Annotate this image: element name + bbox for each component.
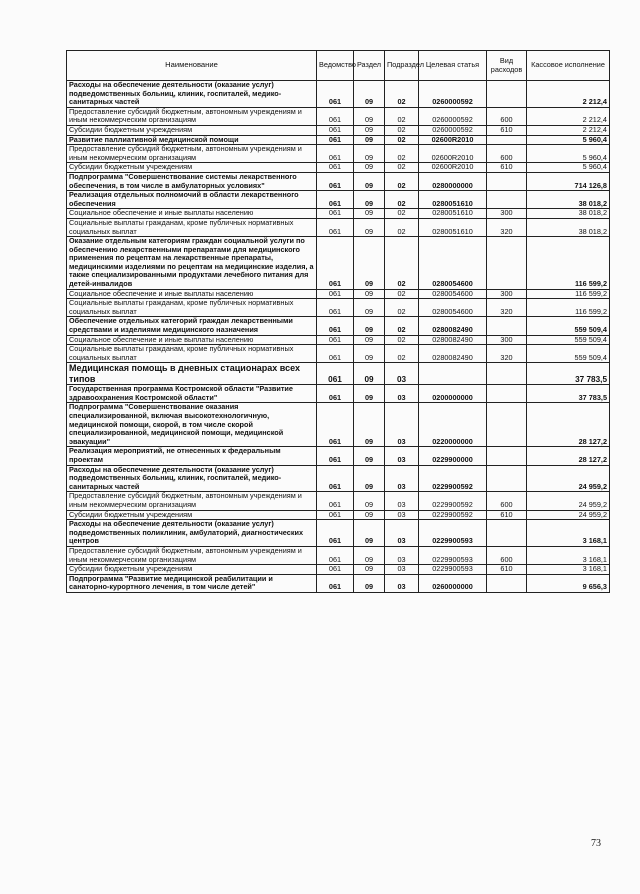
cell-section: 09 [354,520,385,547]
table-row [67,218,610,236]
cell-dept: 061 [317,163,354,173]
cell-amount: 559 509,4 [527,317,610,335]
cell-name: Подпрограмма "Совершенствование системы лекарственного обеспечения, в том числе в амбулаторных условиях" [67,172,317,190]
cell-expense-type: 600 [487,107,527,125]
cell-name: Расходы на обеспечение деятельности (оказание услуг) подведомственных поликлиник, амбулаторий, диагностических центров [67,520,317,547]
cell-dept: 061 [317,546,354,564]
cell-section: 09 [354,107,385,125]
cell-subsection: 03 [385,447,419,465]
cell-subsection: 02 [385,317,419,335]
cell-dept: 061 [317,363,354,385]
cell-amount: 3 168,1 [527,546,610,564]
cell-section: 09 [354,447,385,465]
table-row [67,209,610,219]
cell-expense-type: 610 [487,163,527,173]
cell-amount: 28 127,2 [527,447,610,465]
cell-subsection: 03 [385,565,419,575]
cell-subsection: 02 [385,299,419,317]
cell-target: 0229900592 [419,510,487,520]
cell-name: Подпрограмма "Развитие медицинской реабилитации и санаторно-курортного лечения, в том числе детей" [67,574,317,592]
cell-expense-type [487,465,527,492]
cell-expense-type [487,403,527,447]
cell-dept: 061 [317,520,354,547]
cell-amount: 559 509,4 [527,335,610,345]
cell-target: 0280082490 [419,317,487,335]
cell-target: 0200000000 [419,385,487,403]
cell-section: 09 [354,403,385,447]
cell-subsection: 02 [385,107,419,125]
cell-target: 0229900000 [419,447,487,465]
cell-name: Расходы на обеспечение деятельности (оказание услуг) подведомственных больниц, клиник, госпиталей, медико-санитарных частей [67,81,317,108]
cell-target: 0280054600 [419,289,487,299]
cell-expense-type: 600 [487,546,527,564]
cell-section: 09 [354,135,385,145]
cell-name: Субсидии бюджетным учреждениям [67,163,317,173]
cell-amount: 38 018,2 [527,209,610,219]
cell-name: Субсидии бюджетным учреждениям [67,565,317,575]
cell-subsection: 02 [385,218,419,236]
cell-dept: 061 [317,510,354,520]
cell-target: 0280051610 [419,209,487,219]
cell-name: Социальные выплаты гражданам, кроме публичных нормативных социальных выплат [67,345,317,363]
cell-name: Предоставление субсидий бюджетным, автономным учреждениям и иным некоммерческим организациям [67,145,317,163]
cell-subsection: 02 [385,172,419,190]
cell-expense-type: 610 [487,565,527,575]
cell-amount: 116 599,2 [527,237,610,290]
table-row [67,447,610,465]
header-section: Раздел [354,51,385,81]
table-row [67,574,610,592]
cell-subsection: 02 [385,345,419,363]
cell-dept: 061 [317,237,354,290]
cell-name: Социальное обеспечение и иные выплаты населению [67,335,317,345]
cell-amount: 3 168,1 [527,565,610,575]
cell-dept: 061 [317,345,354,363]
cell-section: 09 [354,510,385,520]
cell-dept: 061 [317,335,354,345]
table-row [67,465,610,492]
cell-section: 09 [354,163,385,173]
table-row [67,363,610,385]
cell-amount: 37 783,5 [527,385,610,403]
table-row [67,81,610,108]
cell-target: 0229900592 [419,492,487,510]
cell-target: 0280054600 [419,237,487,290]
cell-target: 02600R2010 [419,163,487,173]
cell-dept: 061 [317,317,354,335]
cell-expense-type [487,81,527,108]
cell-amount: 5 960,4 [527,145,610,163]
header-row [67,51,610,81]
table-row [67,145,610,163]
cell-expense-type [487,447,527,465]
table-row [67,403,610,447]
cell-section: 09 [354,299,385,317]
cell-section: 09 [354,363,385,385]
cell-amount: 2 212,4 [527,81,610,108]
cell-expense-type [487,385,527,403]
cell-subsection: 03 [385,363,419,385]
table-row [67,546,610,564]
cell-section: 09 [354,218,385,236]
cell-name: Субсидии бюджетным учреждениям [67,125,317,135]
cell-section: 09 [354,237,385,290]
cell-subsection: 02 [385,81,419,108]
cell-target: 0229900592 [419,465,487,492]
cell-amount: 38 018,2 [527,218,610,236]
cell-expense-type: 300 [487,209,527,219]
cell-name: Развитие паллиативной медицинской помощи [67,135,317,145]
cell-target: 0280051610 [419,218,487,236]
cell-name: Государственная программа Костромской области "Развитие здравоохранения Костромской области" [67,385,317,403]
cell-target: 0280082490 [419,345,487,363]
cell-section: 09 [354,345,385,363]
cell-subsection: 03 [385,385,419,403]
cell-subsection: 02 [385,135,419,145]
cell-target: 0280082490 [419,335,487,345]
cell-section: 09 [354,465,385,492]
table-row [67,520,610,547]
cell-section: 09 [354,385,385,403]
header-target: Целевая статья [419,51,487,81]
cell-subsection: 02 [385,237,419,290]
cell-dept: 061 [317,135,354,145]
cell-amount: 24 959,2 [527,492,610,510]
cell-target: 0260000592 [419,125,487,135]
table-row [67,237,610,290]
cell-target: 02600R2010 [419,135,487,145]
cell-name: Подпрограмма "Совершенствование оказания специализированной, включая высокотехнологичную, медицинской помощи, скорой, в том числе скорой специализированной, медицинской помощи, медицинской эвакуации" [67,403,317,447]
cell-dept: 061 [317,172,354,190]
cell-dept: 061 [317,191,354,209]
cell-subsection: 03 [385,465,419,492]
cell-amount: 37 783,5 [527,363,610,385]
header-execution: Кассовое исполнение [527,51,610,81]
cell-section: 09 [354,492,385,510]
cell-amount: 5 960,4 [527,135,610,145]
cell-amount: 24 959,2 [527,465,610,492]
cell-target: 0229900593 [419,565,487,575]
cell-name: Социальное обеспечение и иные выплаты населению [67,209,317,219]
cell-section: 09 [354,574,385,592]
cell-expense-type: 300 [487,335,527,345]
cell-expense-type: 610 [487,510,527,520]
cell-name: Социальные выплаты гражданам, кроме публичных нормативных социальных выплат [67,218,317,236]
cell-section: 09 [354,81,385,108]
cell-dept: 061 [317,492,354,510]
cell-subsection: 02 [385,191,419,209]
cell-amount: 28 127,2 [527,403,610,447]
cell-section: 09 [354,289,385,299]
table-row [67,492,610,510]
header-name: Наименование [67,51,317,81]
table-row [67,125,610,135]
cell-amount: 714 126,8 [527,172,610,190]
cell-dept: 061 [317,565,354,575]
cell-subsection: 02 [385,145,419,163]
cell-subsection: 02 [385,163,419,173]
table-row [67,191,610,209]
cell-expense-type: 600 [487,492,527,510]
cell-expense-type: 320 [487,345,527,363]
header-subsection: Подраздел [385,51,419,81]
cell-dept: 061 [317,289,354,299]
page-number: 73 [591,838,601,849]
cell-expense-type: 300 [487,289,527,299]
cell-subsection: 03 [385,546,419,564]
cell-name: Социальное обеспечение и иные выплаты населению [67,289,317,299]
cell-subsection: 03 [385,520,419,547]
cell-expense-type: 610 [487,125,527,135]
cell-section: 09 [354,209,385,219]
cell-amount: 116 599,2 [527,299,610,317]
cell-section: 09 [354,317,385,335]
cell-target: 0220000000 [419,403,487,447]
cell-subsection: 02 [385,209,419,219]
header-expense-type: Вид расходов [487,51,527,81]
cell-dept: 061 [317,403,354,447]
cell-subsection: 02 [385,335,419,345]
cell-expense-type: 320 [487,299,527,317]
cell-subsection: 02 [385,125,419,135]
budget-execution-table [66,50,610,593]
cell-expense-type [487,135,527,145]
cell-dept: 061 [317,447,354,465]
cell-name: Оказание отдельным категориям граждан социальной услуги по обеспечению лекарственными препаратами для медицинского применения по рецептам на лекарственные препараты, медицинскими изделиями по рецептам на медицинские изделия, а также специализированными продуктами лечебного питания для детей-инвалидов [67,237,317,290]
cell-name: Предоставление субсидий бюджетным, автономным учреждениям и иным некоммерческим организациям [67,107,317,125]
cell-target: 0229900593 [419,546,487,564]
cell-section: 09 [354,335,385,345]
header-dept: Ведомство [317,51,354,81]
table-row [67,107,610,125]
cell-subsection: 03 [385,574,419,592]
cell-subsection: 03 [385,403,419,447]
cell-target: 02600R2010 [419,145,487,163]
cell-dept: 061 [317,125,354,135]
cell-name: Предоставление субсидий бюджетным, автономным учреждениям и иным некоммерческим организациям [67,546,317,564]
cell-section: 09 [354,125,385,135]
cell-target: 0280054600 [419,299,487,317]
cell-dept: 061 [317,574,354,592]
cell-dept: 061 [317,107,354,125]
cell-amount: 116 599,2 [527,289,610,299]
cell-name: Реализация мероприятий, не отнесенных к федеральным проектам [67,447,317,465]
cell-dept: 061 [317,385,354,403]
cell-section: 09 [354,145,385,163]
cell-amount: 559 509,4 [527,345,610,363]
table-row [67,345,610,363]
cell-amount: 2 212,4 [527,107,610,125]
table-row [67,317,610,335]
cell-name: Субсидии бюджетным учреждениям [67,510,317,520]
cell-subsection: 02 [385,289,419,299]
table-row [67,299,610,317]
cell-amount: 38 018,2 [527,191,610,209]
cell-target: 0280000000 [419,172,487,190]
cell-expense-type: 320 [487,218,527,236]
table-row [67,385,610,403]
cell-name: Реализация отдельных полномочий в области лекарственного обеспечения [67,191,317,209]
cell-dept: 061 [317,209,354,219]
cell-name: Расходы на обеспечение деятельности (оказание услуг) подведомственных больниц, клиник, госпиталей, медико-санитарных частей [67,465,317,492]
table-row [67,172,610,190]
cell-name: Предоставление субсидий бюджетным, автономным учреждениям и иным некоммерческим организациям [67,492,317,510]
cell-expense-type [487,317,527,335]
cell-target: 0280051610 [419,191,487,209]
cell-dept: 061 [317,218,354,236]
cell-amount: 9 656,3 [527,574,610,592]
cell-name: Медицинская помощь в дневных стационарах всех типов [67,363,317,385]
cell-target: 0260000592 [419,81,487,108]
cell-expense-type [487,237,527,290]
cell-section: 09 [354,565,385,575]
cell-section: 09 [354,172,385,190]
cell-subsection: 03 [385,510,419,520]
cell-expense-type [487,172,527,190]
table-row [67,565,610,575]
table-row [67,163,610,173]
cell-expense-type [487,363,527,385]
cell-dept: 061 [317,81,354,108]
cell-name: Социальные выплаты гражданам, кроме публичных нормативных социальных выплат [67,299,317,317]
cell-expense-type [487,520,527,547]
cell-expense-type [487,191,527,209]
cell-amount: 3 168,1 [527,520,610,547]
cell-dept: 061 [317,299,354,317]
cell-amount: 24 959,2 [527,510,610,520]
cell-target: 0260000592 [419,107,487,125]
cell-section: 09 [354,546,385,564]
cell-subsection: 03 [385,492,419,510]
cell-dept: 061 [317,145,354,163]
cell-amount: 2 212,4 [527,125,610,135]
cell-expense-type [487,574,527,592]
cell-target: 0229900593 [419,520,487,547]
cell-name: Обеспечение отдельных категорий граждан лекарственными средствами и изделиями медицинского назначения [67,317,317,335]
cell-target: 0260000000 [419,574,487,592]
cell-amount: 5 960,4 [527,163,610,173]
cell-dept: 061 [317,465,354,492]
cell-section: 09 [354,191,385,209]
cell-target [419,363,487,385]
cell-expense-type: 600 [487,145,527,163]
